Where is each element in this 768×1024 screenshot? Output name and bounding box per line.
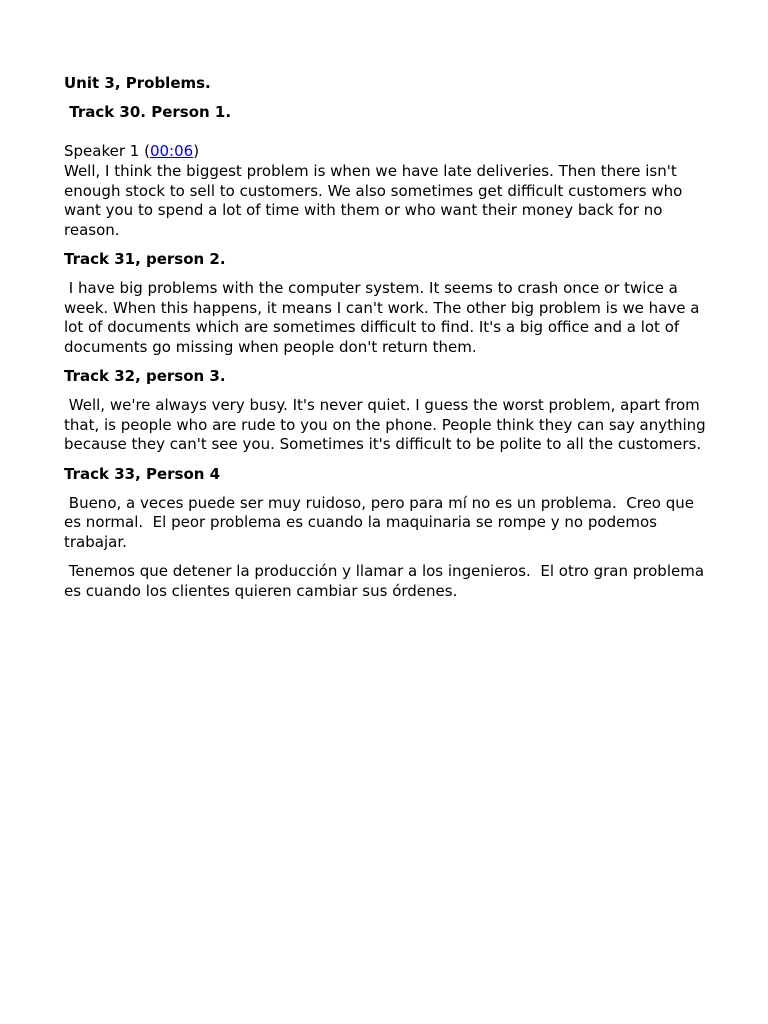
speaker-1-block — [64, 142, 709, 240]
speaker-1-paragraph: Well, I think the biggest problem is when we have late deliveries. Then there isn't enough stock to sell to customers. We also sometimes get difficult customers who want you to spend a lot of time with them or who want their money back for no reason. — [64, 161, 688, 239]
speaker-name: Speaker 1 — [64, 142, 140, 161]
speaker-label-line: Speaker 1 (00:06) — [64, 142, 200, 161]
document-page — [64, 74, 709, 611]
track-31-paragraph: I have big problems with the computer system. It seems to crash once or twice a week. When this happens, it means I can't work. The other big problem is we have a lot of documents which are sometimes difficult to find. It's a big office and a lot of documents go missing when people don't return them. — [64, 279, 705, 356]
document-title: Unit 3, Problems. — [64, 74, 211, 92]
track-31-heading: Track 31, person 2. — [64, 249, 226, 268]
timestamp-link[interactable]: 00:06 — [149, 142, 194, 161]
track-30-heading: Track 30. Person 1. — [64, 103, 232, 122]
track-33-paragraph-2: Tenemos que detener la producción y llamar a los ingenieros. El otro gran problema es cuando los clientes quieren cambiar sus órdenes. — [64, 562, 709, 600]
track-32-paragraph: Well, we're always very busy. It's never quiet. I guess the worst problem, apart from that, is people who are rude to you on the phone. People think they can say anything because they can't see you. Sometimes it's difficult to be polite to all the customers. — [64, 396, 711, 454]
track-33-heading: Track 33, Person 4 — [64, 464, 221, 483]
track-32-heading: Track 32, person 3. — [64, 367, 226, 386]
track-33-paragraph-1: Bueno, a veces puede ser muy ruidoso, pero para mí no es un problema. Creo que es normal. El peor problema es cuando la maquinaria se rompe y no podemos trabajar. — [64, 493, 699, 552]
